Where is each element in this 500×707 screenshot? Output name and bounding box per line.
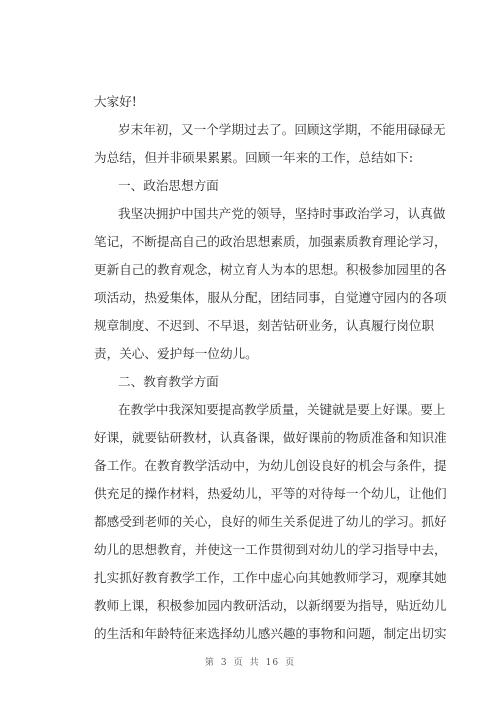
text-line: 好课，就要钻研教材，认真备课，做好课前的物质准备和知识准 (94, 430, 447, 445)
footer-page-number: 3 (220, 658, 228, 668)
text-line: 项活动，热爱集体，服从分配，团结同事，自觉遵守园内的各项 (94, 290, 447, 305)
paragraph-line (0, 452, 500, 480)
paragraph-line (0, 536, 500, 564)
footer-page-unit: 页 (233, 658, 244, 668)
paragraph-line (0, 508, 500, 536)
paragraph-line (0, 620, 500, 648)
text-line: 责，关心、爱护每一位幼儿。 (94, 346, 258, 361)
paragraph-line (0, 396, 500, 424)
paragraph-line (0, 144, 500, 172)
text-line: 规章制度、不迟到、不早退，刻苦钻研业务，认真履行岗位职 (94, 318, 435, 333)
text-line: 一、政治思想方面 (118, 178, 219, 193)
text-line: 的生活和年龄特征来选择幼儿感兴趣的事物和问题，制定出切实 (94, 626, 447, 641)
text-line: 备工作。在教育教学活动中，为幼儿创设良好的机会与条件，提 (94, 458, 447, 473)
text-line: 在教学中我深知要提高教学质量，关键就是要上好课。要上 (118, 402, 446, 417)
paragraph-line (0, 200, 500, 228)
text-line: 笔记，不断提高自己的政治思想素质，加强素质教育理论学习， (94, 234, 447, 249)
footer-total-unit: 页 (285, 658, 296, 668)
footer-page-label: 第 (204, 658, 215, 668)
text-line: 幼儿的思想教育，并使这一工作贯彻到对幼儿的学习指导中去， (94, 542, 447, 557)
text-line: 更新自己的教育观念，树立育人为本的思想。积极参加园里的各 (94, 262, 447, 277)
text-line: 二、教育教学方面 (118, 374, 219, 389)
section-heading (0, 368, 500, 396)
text-line: 岁末年初，又一个学期过去了。回顾这学期，不能用碌碌无 (118, 122, 446, 137)
paragraph-line (0, 480, 500, 508)
text-line: 扎实抓好教育教学工作，工作中虚心向其她教师学习，观摩其她 (94, 570, 447, 585)
paragraph-line (0, 592, 500, 620)
paragraph-line (0, 340, 500, 368)
footer-total-pages: 16 (265, 658, 280, 668)
paragraph-line (0, 228, 500, 256)
greeting-line (0, 88, 500, 116)
text-line: 大家好! (94, 94, 137, 109)
paragraph-line (0, 312, 500, 340)
text-line: 为总结，但并非硕果累累。回顾一年来的工作，总结如下: (94, 150, 414, 165)
section-heading (0, 172, 500, 200)
paragraph-line (0, 116, 500, 144)
text-line: 教师上课，积极参加园内教研活动，以新纲要为指导，贴近幼儿 (94, 598, 447, 613)
paragraph-line (0, 256, 500, 284)
text-line: 都感受到老师的关心，良好的师生关系促进了幼儿的学习。抓好 (94, 514, 447, 529)
footer-total-label: 共 (249, 658, 260, 668)
page-footer (0, 655, 500, 668)
paragraph-line (0, 564, 500, 592)
text-line: 供充足的操作材料，热爱幼儿，平等的对待每一个幼儿，让他们 (94, 486, 447, 501)
paragraph-line (0, 284, 500, 312)
text-line: 我坚决拥护中国共产党的领导，坚持时事政治学习，认真做 (118, 206, 446, 221)
paragraph-line (0, 424, 500, 452)
